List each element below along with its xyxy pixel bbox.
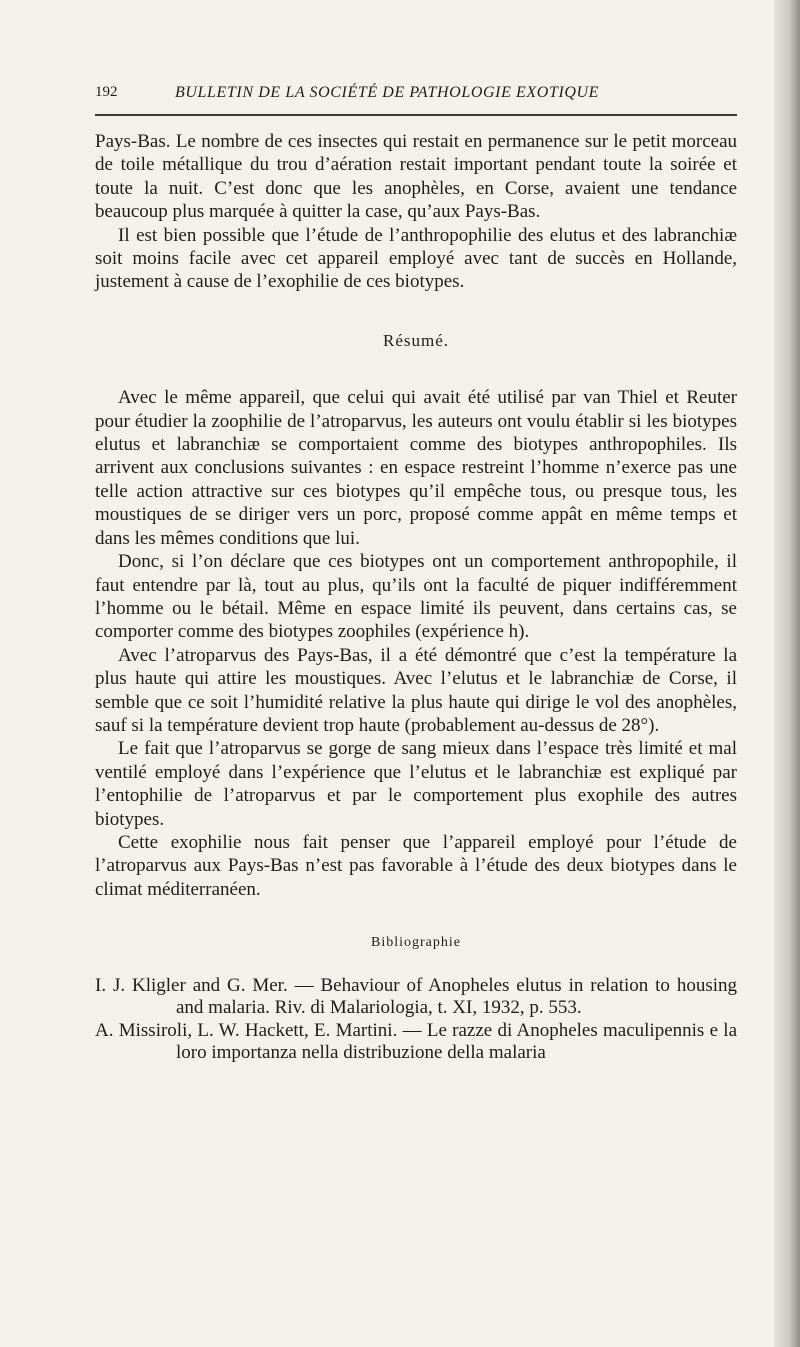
bibliography-entry: I. J. Kligler and G. Mer. — Behaviour of Anopheles elutus in relation to housing and malaria. Riv. di Malariologia, t. XI, 1932, p. 553.: [95, 974, 737, 1019]
page-number: 192: [95, 84, 118, 100]
resume-paragraph: Cette exophilie nous fait penser que l’appareil employé pour l’étude de l’atroparvus aux Pays-Bas n’est pas favorable à l’étude des deux biotypes dans le climat méditerranéen.: [95, 831, 737, 900]
bibliography-entry: A. Missiroli, L. W. Hackett, E. Martini. — Le razze di Anopheles maculipennis e la loro importanza nella distribuzione della malaria: [95, 1019, 737, 1064]
bibliography-heading: Bibliographie: [371, 935, 461, 951]
running-head: BULLETIN DE LA SOCIÉTÉ DE PATHOLOGIE EXOTIQUE: [175, 84, 600, 101]
paragraph: Il est bien possible que l’étude de l’anthropophilie des elutus et des labranchiæ soit moins facile avec cet appareil employé avec tant de succès en Hollande, justement à cause de l’exophilie de ces biotypes.: [95, 224, 737, 293]
resume-paragraph: Avec l’atroparvus des Pays-Bas, il a été démontré que c’est la température la plus haute qui attire les moustiques. Avec l’elutus et le labranchiæ de Corse, il semble que ce soit l’humidité relative la plus haute qui dirige le vol des anophèles, sauf si la température devient trop haute (probablement au-dessus de 28°).: [95, 644, 737, 736]
resume-heading: Résumé.: [382, 330, 450, 350]
resume-paragraph: Le fait que l’atroparvus se gorge de sang mieux dans l’espace très limité et mal ventilé employé dans l’expérience que l’elutus et le labranchiæ est expliqué par l’entophilie de l’atroparvus et par le comportement plus exophile des autres biotypes.: [95, 738, 737, 830]
paragraph: Pays-Bas. Le nombre de ces insectes qui restait en permanence sur le petit morceau de toile métallique du trou d’aération restait important pendant toute la soirée et toute la nuit. C’est donc que les anophèles, en Corse, avaient une tendance beaucoup plus marquée à quitter la case, qu’aux Pays-Bas.: [95, 131, 737, 223]
resume-paragraph: Donc, si l’on déclare que ces biotypes ont un comportement anthropophile, il faut entendre par là, tout au plus, qu’ils ont la faculté de piquer indifféremment l’homme ou le bétail. Même en espace limité ils peuvent, dans certains cas, se comporter comme des biotypes zoophiles (expérience h).: [95, 551, 737, 643]
page-header: [95, 84, 737, 116]
resume-paragraph: Avec le même appareil, que celui qui avait été utilisé par van Thiel et Reuter pour étudier la zoophilie de l’atroparvus, les auteurs ont voulu établir si les biotypes elutus et labranchiæ se comportaient comme des biotypes anthropophiles. Ils arrivent aux conclusions suivantes : en espace restreint l’homme n’exerce pas une telle action attractive sur ces biotypes qu’il empêche tous, ou presque tous, les moustiques de se diriger vers un porc, proposé comme appât en même temps et dans les mêmes conditions que lui.: [95, 387, 737, 549]
body-text: [95, 130, 737, 1065]
page-edge-shadow: [774, 0, 800, 1347]
